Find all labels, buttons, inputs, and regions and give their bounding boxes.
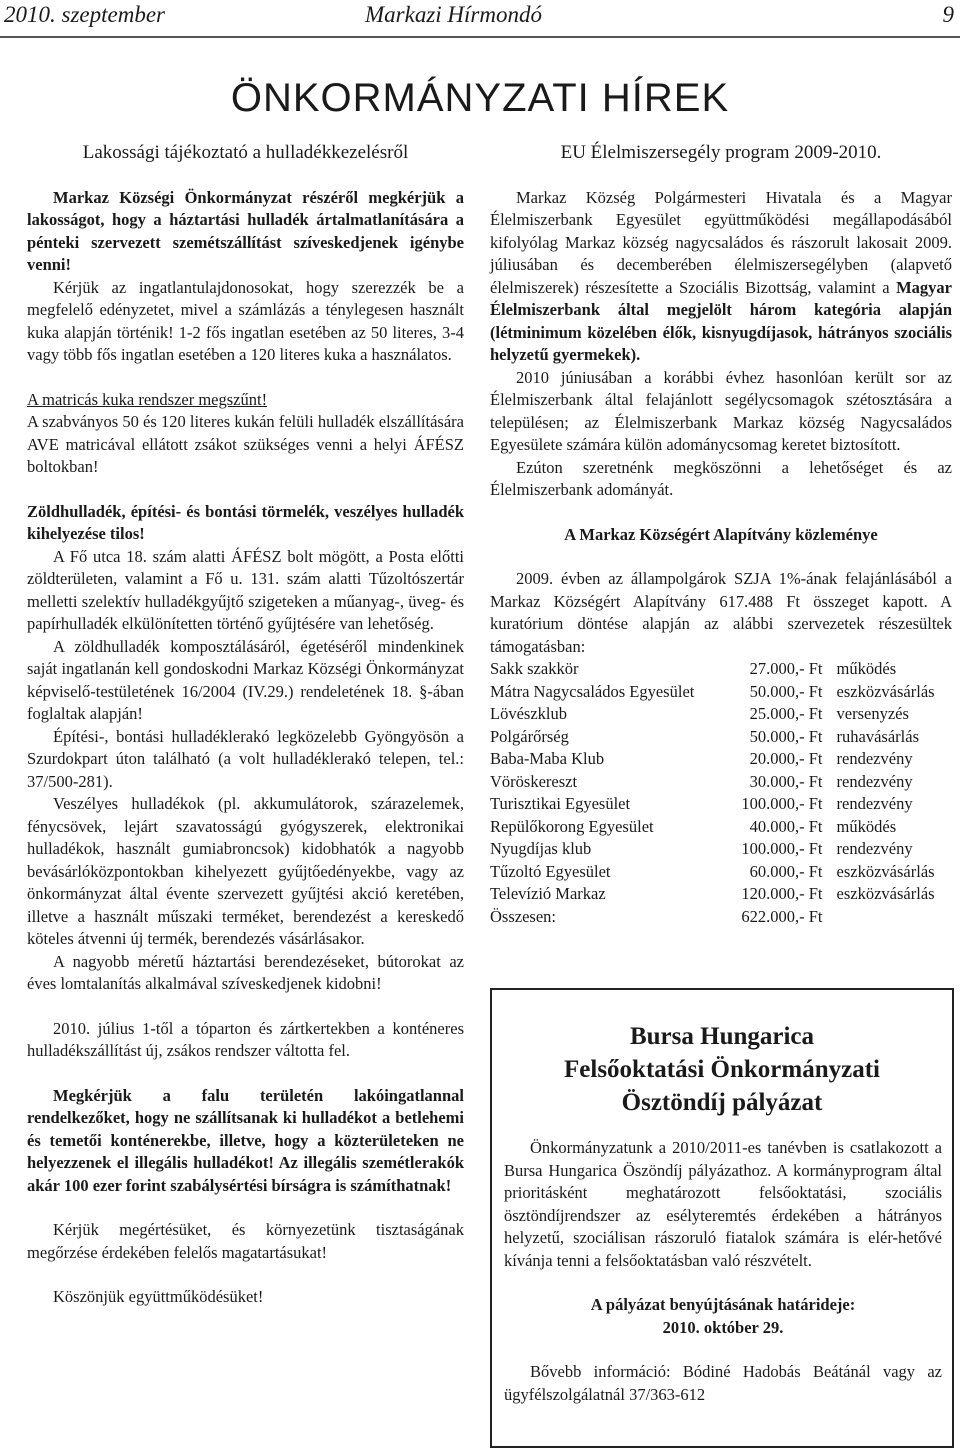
donation-purpose: versenyzés [836,704,909,723]
donation-row [490,793,950,816]
paragraph: Ezúton szeretnénk megköszönni a lehetőséget és az Élelmiszerbank adományát. [490,457,952,499]
donation-org: Sakk szakkör [490,659,579,678]
donation-amount: 27.000,- Ft [749,659,823,678]
donation-total-row [490,906,950,929]
subheading: A matricás kuka rendszer megszűnt! [27,389,268,409]
donation-purpose: rendezvény [836,794,913,813]
paragraph: A szabványos 50 és 120 literes kukán felüli hulladék elszállítására AVE matricával ellátott zsákot szükséges venni a helyi ÁFÉSZ boltokban! [27,412,464,476]
article-heading: Lakossági tájékoztató a hulladékkezelésről [82,142,409,163]
page-number: 9 [942,2,954,27]
donation-purpose: eszközvásárlás [836,884,935,903]
donation-org: Vöröskereszt [490,771,578,791]
donation-amount: 120.000,- Ft [741,884,823,903]
donation-row [490,861,950,884]
paragraph: A Fő utca 18. szám alatti ÁFÉSZ bolt mögött, a Posta előtti zöldterületen, valamint a Fő u. 131. szám alatti Tűzoltószertár melletti szelektív hulladékgyűjtő szigeteken a műanyag-, üveg- és papírhulladék elkülönítetten történő gyűjtésére van lehetőség. [27,546,464,633]
donation-amount: 20.000,- Ft [749,749,823,768]
donation-row [490,703,950,726]
paragraph: 2009. évben az állampolgárok SZJA 1%-ának felajánlásából a Markaz Községért Alapítvány 617.488 Ft összeget kapott. A kuratórium döntése alapján az alábbi szervezetek részesültek támogatásban: [490,569,952,656]
paragraph: Építési-, bontási hulladéklerakó legközelebb Gyöngyösön a Szurdokpart úton található (a volt hulladéklerakó telepen, tel.: 37/500-281). [27,726,464,791]
donation-org: Polgárőrség [490,726,569,746]
donation-purpose: eszközvásárlás [836,681,935,701]
donation-amount: 30.000,- Ft [749,771,823,791]
donation-row [490,883,950,906]
donation-purpose: rendezvény [836,771,913,791]
article-heading: EU Élelmiszersegély program 2009-2010. [560,142,882,163]
deadline-label: A pályázat benyújtásának határideje: [590,1295,856,1314]
donation-org: Tűzoltó Egyesület [490,861,611,881]
eu-food-aid-article [490,142,952,928]
donation-purpose: eszközvásárlás [836,861,935,881]
subheading: Zöldhulladék, építési- és bontási törmelék, veszélyes hulladék kihelyezése tilos! [27,501,464,543]
notice-title: Bursa Hungarica Felsőoktatási Önkormányzati Ösztöndíj pályázat [564,1023,880,1116]
scholarship-notice-box [490,988,954,1448]
donation-org: Mátra Nagycsaládos Egyesület [490,681,695,701]
donation-row [490,658,950,681]
donation-amount: 60.000,- Ft [749,861,823,881]
contact-info: Bővebb információ: Bódiné Hadobás Beátánál vagy az ügyfélszolgálatnál 37/363-612 [504,1362,942,1404]
paragraph: Megkérjük a falu területén lakóingatlannal rendelkezőket, hogy ne szállítsanak ki hulladékot a betlehemi és temetői konténerekbe, illetve, hogy a közterületeken ne helyezzenek el illegális hulladékot! Az illegális szemétlerakók akár 100 ezer forint szabálysértési bírságra is számíthatnak! [27,1085,464,1195]
donation-row [490,726,950,749]
donation-amount: 25.000,- Ft [749,704,823,723]
donation-org: Televízió Markaz [490,884,606,903]
closing-line: Köszönjük együttműködésüket! [53,1287,264,1306]
donation-org: Baba-Maba Klub [490,749,605,768]
page-title: ÖNKORMÁNYZATI HÍREK [230,76,730,120]
donation-org: Repülőkorong Egyesület [490,816,654,836]
donation-row [490,771,950,794]
paragraph: Önkormányzatunk a 2010/2011-es tanévben is csatlakozott a Bursa Hungarica Öszöndíj pályázathoz. A kormányprogram által prioritásként meghatározott felsőoktatási, szociális ösztöndíjrendszer az esélyteremtés érdekében a hátrányos helyzetű, szociálisan rászoruló fiatalok számára is elér-hetővé kívánja tenni a felsőoktatásban való részvételt. [504,1138,942,1270]
header-divider [0,36,960,38]
publication-name: Markazi Hírmondó [365,2,542,27]
donation-purpose: rendezvény [836,839,913,858]
paragraph: 2010. július 1-től a tóparton és zártkertekben a konténeres hulladékszállítást új, zsákos rendszer váltotta fel. [27,1018,464,1060]
donation-row [490,838,950,861]
foundation-heading: A Markaz Községért Alapítvány közleménye [564,524,878,544]
paragraph: Markaz Község Polgármesteri Hivatala és a Magyar Élelmiszerbank Egyesület együttműködési megállapodásából kifolyólag Markaz község nagycsaládos és rászorult lakosait 2009. júliusában és decemberében élelmiszersegélyben (alapvető élelmiszerek) részesítette a Szociális Bizottság, valamint a Magyar Élelmiszerbank által megjelölt három kategória alapján (létminimum közelében élők, kisnyugdíjasok, hátrányos szociális helyzetű gyermekek). [490,187,952,364]
issue-date: 2010. szeptember [4,2,165,27]
donation-row [490,681,950,704]
paragraph: Markaz Községi Önkormányzat részéről megkérjük a lakosságot, hogy a háztartási hulladék ártalmatlanítására a pénteki szervezett szemétszállítást szíveskedjenek igénybe venni! [27,187,464,274]
donation-org: Nyugdíjas klub [490,839,592,858]
donation-amount: 40.000,- Ft [749,816,823,836]
page-header [0,0,960,34]
donation-purpose: ruhavásárlás [836,726,919,746]
donation-org: Turisztikai Egyesület [490,794,631,813]
donation-amount: 100.000,- Ft [741,839,823,858]
paragraph: Kérjük megértésüket, és környezetünk tisztaságának megőrzése érdekében felelős magatartásukat! [27,1220,464,1262]
paragraph: Veszélyes hulladékok (pl. akkumulátorok, szárazelemek, fénycsövek, lejárt szavatosságú gyógyszerek, elektronikai hulladékok, használt gumiabroncsok) kidobhatók a nagyobb bevásárlóközpontokban kihelyezett gyűjtőedényekbe, vagy az önkormányzat által évente szervezett gyűjtési akció keretében, illetve a használt műszaki terméket, berendezést a kereskedő köteles átvenni új termék, berendezés vásárlásakor. [27,794,464,948]
donation-purpose: működés [836,659,897,678]
donation-table [490,658,950,928]
donation-purpose: rendezvény [836,749,913,768]
donation-purpose: működés [836,816,897,836]
donation-row [490,816,950,839]
paragraph: A nagyobb méretű háztartási berendezéseket, bútorokat az éves lomtalanítás alkalmával szíveskedjenek kidobni! [27,951,464,993]
total-label: Összesen: [490,906,556,926]
total-amount: 622.000,- Ft [741,906,823,926]
waste-management-article [27,142,464,1309]
donation-row [490,748,950,771]
donation-amount: 100.000,- Ft [741,794,823,813]
paragraph: Kérjük az ingatlantulajdonosokat, hogy szerezzék be a megfelelő edényzetet, mivel a számlázás a ténylegesen használt kuka alapján történik! 1-2 fős ingatlan esetében az 50 literes, 3-4 vagy több fős ingatlan esetében a 120 literes kuka a használatos. [27,277,464,364]
paragraph: 2010 júniusában a korábbi évhez hasonlóan került sor az Élelmiszerbank által felajánlott segélycsomagok szétosztására a településen; az Élelmiszerbank Markaz község Nagycsaládos Egyesülete számára külön adománycsomag keretet biztosított. [490,367,952,454]
donation-org: Lövészklub [490,704,567,723]
deadline-date: 2010. október 29. [662,1317,784,1337]
donation-amount: 50.000,- Ft [749,726,823,746]
donation-amount: 50.000,- Ft [749,681,823,701]
notice-body [504,1137,942,1406]
paragraph: A zöldhulladék komposztálásáról, égetéséről mindenkinek saját ingatlanán kell gondoskodni Markaz Községi Önkormányzat képviselő-testületének 16/2004 (IV.29.) rendeletének 18. §-ában foglaltak alapján! [27,636,464,723]
